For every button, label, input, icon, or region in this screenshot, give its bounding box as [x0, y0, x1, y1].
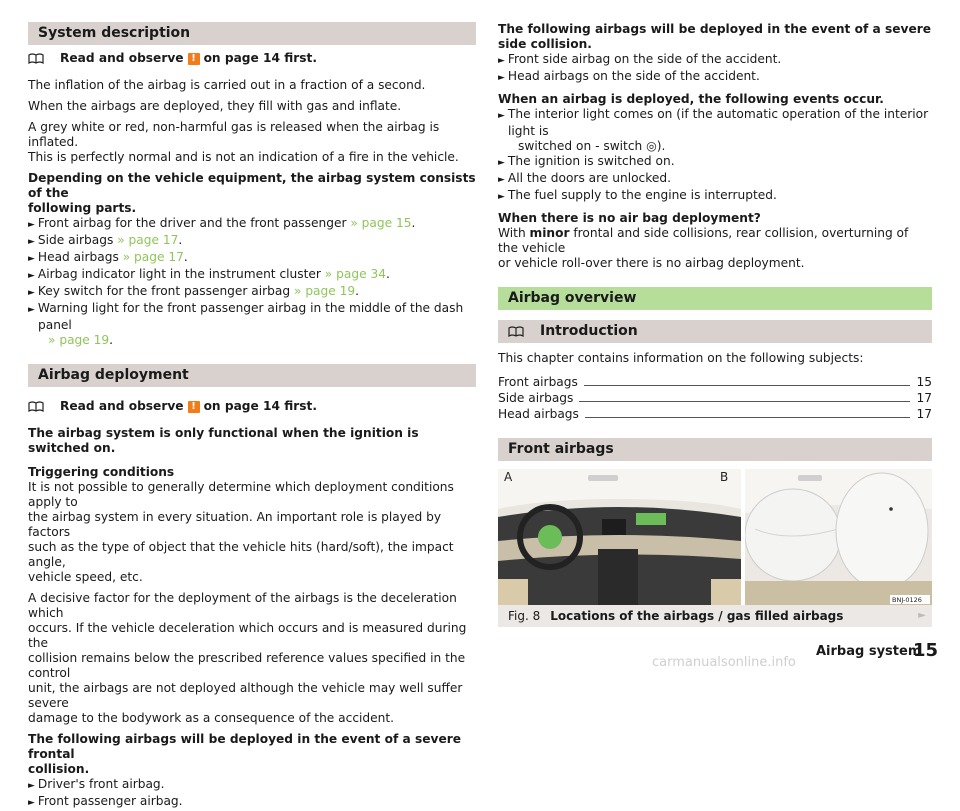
parts-list	[28, 216, 476, 348]
section-title-airbag-deployment: Airbag deployment	[28, 364, 476, 387]
figure-airbags	[498, 469, 932, 605]
table-of-contents	[498, 374, 932, 422]
paragraph: When the airbags are deployed, they fill with gas and inflate.	[28, 99, 402, 113]
toc-item[interactable]: Front airbags 15	[498, 375, 932, 389]
paragraph: The inflation of the airbag is carried out in a fraction of a second.	[28, 78, 426, 92]
continue-arrow-icon: ►	[918, 610, 926, 621]
list-item: ► The fuel supply to the engine is interrupted.	[498, 188, 777, 202]
list-item: ► All the doors are unlocked.	[498, 171, 671, 185]
book-icon	[28, 53, 44, 64]
toc-item[interactable]: Head airbags 17	[498, 407, 932, 421]
toc-item[interactable]: Side airbags 17	[498, 391, 932, 405]
page-link[interactable]: » page 19	[293, 284, 356, 298]
left-column	[28, 22, 476, 811]
paragraph: When there is no air bag deployment? With minor frontal and side collisions, rear collision, overturning of the vehicle or vehicle roll-over there is no airbag deployment.	[498, 211, 909, 270]
read-and-observe-note: Read and observe ! on page 14 first.	[28, 51, 476, 66]
interior-light-switch-icon: ◎	[646, 139, 657, 153]
paragraph: A decisive factor for the deployment of the airbags is the deceleration which occurs. If the vehicle deceleration which occurs and is measured during the collision remains below the prescribed reference values specified in the control unit, the airbags are not deployed although the vehicle may well suffer severe damage to the bodywork as a consequence of the accident.	[28, 591, 467, 725]
paragraph-heading: The following airbags will be deployed in the event of a severe frontal collision.	[28, 732, 461, 776]
section-title-front-airbags: Front airbags	[498, 438, 932, 461]
list-item: ► Driver's front airbag.	[28, 777, 165, 791]
list-item: ► Front side airbag on the side of the accident.	[498, 52, 782, 66]
warning-icon: !	[188, 401, 200, 413]
list-item: ► Key switch for the front passenger airbag » page 19.	[28, 284, 360, 298]
list-item: ► The interior light comes on (if the automatic operation of the interior light is switched on - switch ◎).	[498, 107, 929, 153]
list-item: ► Head airbags on the side of the accident.	[498, 69, 760, 83]
page-link[interactable]: » page 34	[324, 267, 386, 281]
section-title-airbag-overview: Airbag overview	[498, 287, 932, 310]
warning-icon: !	[188, 53, 200, 65]
paragraph: Triggering conditions It is not possible to generally determine which deployment conditions apply to the airbag system in every situation. An important role is played by factors such as the type of object that the vehicle hits (hard/soft), the impact angle, vehicle speed, etc.	[28, 465, 454, 584]
footer-section-name: Airbag system	[816, 644, 922, 659]
introduction-header: Introduction	[498, 320, 932, 343]
paragraph: This chapter contains information on the following subjects:	[498, 351, 864, 365]
figure-label-a: A	[504, 470, 513, 484]
paragraph: The airbag system is only functional when the ignition is switched on.	[28, 426, 419, 455]
paragraph: A grey white or red, non-harmful gas is released when the airbag is inflated. This is perfectly normal and is not an indication of a fire in the vehicle.	[28, 120, 459, 164]
page-link[interactable]: » page 15	[350, 216, 412, 230]
list-item: ► Warning light for the front passenger airbag in the middle of the dash panel » page 19.	[28, 301, 464, 347]
watermark: carmanualsonline.info	[652, 655, 796, 670]
list-item: ► Front airbag for the driver and the front passenger » page 15.	[28, 216, 416, 230]
figure-code: BNJ-0126	[892, 596, 922, 604]
paragraph-heading: The following airbags will be deployed in the event of a severe side collision.	[498, 22, 931, 51]
page-number: 15	[913, 640, 939, 661]
list-item: ► Front passenger airbag.	[28, 794, 183, 808]
list-item: ► Airbag indicator light in the instrument cluster » page 34.	[28, 267, 390, 281]
section-title-system-description: System description	[28, 22, 476, 45]
list-item: ► The ignition is switched on.	[498, 154, 675, 168]
right-column	[498, 22, 932, 627]
paragraph-heading: When an airbag is deployed, the following events occur.	[498, 92, 884, 106]
book-icon	[508, 326, 524, 337]
paragraph-heading: Depending on the vehicle equipment, the airbag system consists of the following parts.	[28, 171, 476, 215]
book-icon	[28, 401, 44, 412]
list-item: ► Side airbags » page 17.	[28, 233, 183, 247]
read-and-observe-note: Read and observe ! on page 14 first.	[28, 399, 476, 414]
figure-caption: Fig. 8 Locations of the airbags / gas filled airbags ►	[498, 605, 932, 627]
page-link[interactable]: » page 17	[122, 250, 184, 264]
page-link[interactable]: » page 19	[48, 333, 110, 347]
figure-label-b: B	[720, 470, 729, 484]
page-link[interactable]: » page 17	[117, 233, 179, 247]
airbag-illustration	[498, 469, 932, 605]
list-item: ► Head airbags » page 17.	[28, 250, 188, 264]
